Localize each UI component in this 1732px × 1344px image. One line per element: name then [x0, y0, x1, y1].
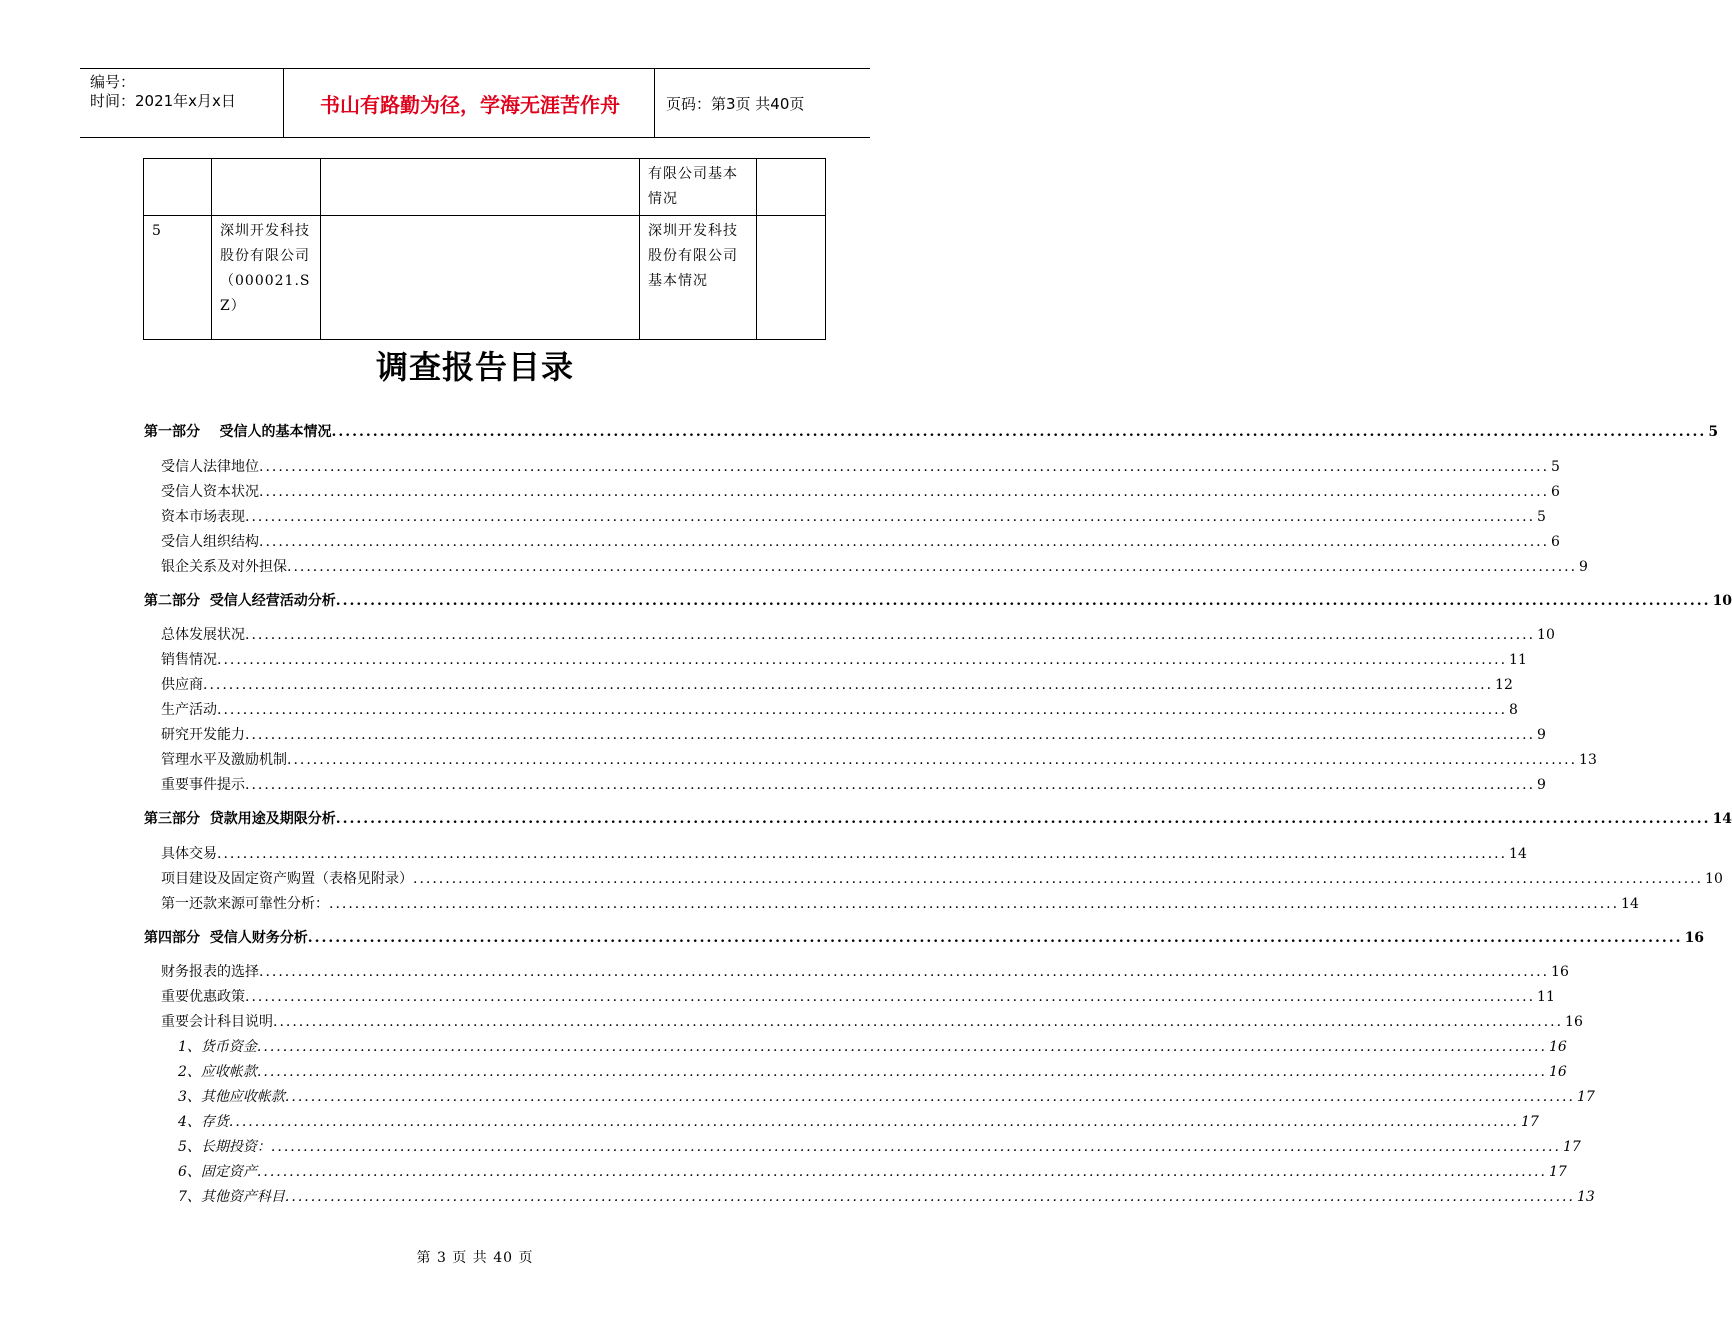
page-title: 调查报告目录: [375, 348, 574, 386]
toc-label: 研究开发能力: [161, 727, 245, 743]
toc-label: 2、应收帐款: [178, 1064, 257, 1080]
toc-entry[interactable]: [161, 507, 1546, 527]
toc-leader-dots: ........................................................................................................................................................................................................: [259, 459, 1550, 475]
toc-page-number: 16: [1548, 1064, 1567, 1080]
company-name: 深圳开发科技股份有限公司（000021.SZ）: [220, 223, 311, 314]
toc-leader-dots: ........................................................................................................................................................................................................: [273, 1014, 1564, 1030]
toc-leader-dots: ........................................................................................................................................................................................................: [335, 811, 1711, 827]
toc-leader-dots: ........................................................................................................................................................................................................: [256, 1164, 1547, 1180]
toc-section[interactable]: [144, 928, 1705, 948]
toc-entry[interactable]: [178, 1187, 1595, 1207]
toc-label: 第一部分 受信人的基本情况: [144, 424, 332, 440]
toc-leader-dots: ........................................................................................................................................................................................................: [259, 964, 1550, 980]
toc-entry[interactable]: [161, 1012, 1583, 1032]
toc-page-number: 16: [1551, 964, 1569, 980]
toc-label: 银企关系及对外担保: [161, 559, 287, 575]
toc-section[interactable]: [144, 591, 1732, 611]
toc-leader-dots: ........................................................................................................................................................................................................: [329, 896, 1620, 912]
toc-entry[interactable]: [161, 650, 1527, 670]
toc-section[interactable]: [144, 809, 1732, 829]
toc-label: 销售情况: [161, 652, 217, 668]
toc-label: 第四部分 受信人财务分析: [144, 930, 308, 946]
toc-page-number: 14: [1509, 846, 1527, 862]
table-cell: [757, 216, 826, 340]
toc-label: 6、固定资产: [178, 1164, 257, 1180]
toc-page-number: 14: [1712, 811, 1732, 827]
toc-page-number: 9: [1537, 727, 1546, 743]
toc-leader-dots: ........................................................................................................................................................................................................: [287, 559, 1578, 575]
toc-entry[interactable]: [178, 1162, 1567, 1182]
toc-leader-dots: ........................................................................................................................................................................................................: [217, 652, 1508, 668]
toc-page-number: 16: [1684, 930, 1705, 946]
toc-leader-dots: ........................................................................................................................................................................................................: [270, 1139, 1561, 1155]
table-row: [144, 216, 826, 340]
toc-leader-dots: ........................................................................................................................................................................................................: [245, 509, 1536, 525]
toc-leader-dots: ........................................................................................................................................................................................................: [331, 424, 1707, 440]
toc-label: 管理水平及激励机制: [161, 752, 287, 768]
toc-entry[interactable]: [161, 894, 1639, 914]
number-label: 编号：: [90, 73, 136, 91]
toc-page-number: 8: [1509, 702, 1518, 718]
toc-entry[interactable]: [161, 962, 1569, 982]
toc-label: 7、其他资产科目: [178, 1189, 285, 1205]
toc-leader-dots: ........................................................................................................................................................................................................: [413, 871, 1704, 887]
toc-entry[interactable]: [161, 675, 1513, 695]
table-cell: 5: [144, 216, 212, 340]
toc-page-number: 11: [1509, 652, 1527, 668]
toc-label: 4、存货: [178, 1114, 229, 1130]
toc-leader-dots: ........................................................................................................................................................................................................: [203, 677, 1494, 693]
toc-leader-dots: ........................................................................................................................................................................................................: [307, 930, 1683, 946]
toc-page-number: 16: [1548, 1039, 1567, 1055]
company-table: [143, 158, 826, 340]
toc-label: 生产活动: [161, 702, 217, 718]
toc-leader-dots: ........................................................................................................................................................................................................: [335, 593, 1711, 609]
toc-leader-dots: ........................................................................................................................................................................................................: [245, 777, 1536, 793]
toc-label: 资本市场表现: [161, 509, 245, 525]
toc-page-number: 14: [1621, 896, 1639, 912]
toc-label: 5、长期投资：: [178, 1139, 271, 1155]
toc-page-number: 11: [1537, 989, 1555, 1005]
toc-entry[interactable]: [178, 1137, 1581, 1157]
table-cell: [212, 159, 321, 216]
toc-page-number: 6: [1551, 534, 1560, 550]
toc-page-number: 16: [1565, 1014, 1583, 1030]
toc-entry[interactable]: [161, 457, 1560, 477]
toc-page-number: 17: [1520, 1114, 1539, 1130]
toc-leader-dots: ........................................................................................................................................................................................................: [284, 1189, 1575, 1205]
toc-label: 受信人资本状况: [161, 484, 259, 500]
page-header: [80, 68, 870, 138]
toc-entry[interactable]: [161, 557, 1588, 577]
toc-leader-dots: ........................................................................................................................................................................................................: [259, 534, 1550, 550]
toc-page-number: 13: [1579, 752, 1597, 768]
toc-page-number: 17: [1576, 1089, 1595, 1105]
toc-label: 第三部分 贷款用途及期限分析: [144, 811, 336, 827]
toc-leader-dots: ........................................................................................................................................................................................................: [256, 1039, 1547, 1055]
toc-entry[interactable]: [178, 1062, 1567, 1082]
toc-label: 1、货币资金: [178, 1039, 257, 1055]
page-footer: 第 3 页 共 40 页: [416, 1250, 534, 1266]
toc-page-number: 9: [1537, 777, 1546, 793]
toc-entry[interactable]: [161, 482, 1560, 502]
header-meta: [90, 73, 236, 111]
table-cell: 深圳开发科技股份有限公司基本情况: [640, 216, 757, 340]
header-page-label: 页码：第3页 共40页: [666, 95, 805, 113]
toc-page-number: 17: [1562, 1139, 1581, 1155]
toc-page-number: 10: [1537, 627, 1555, 643]
toc-label: 受信人组织结构: [161, 534, 259, 550]
toc-leader-dots: ........................................................................................................................................................................................................: [256, 1064, 1547, 1080]
table-cell: [757, 159, 826, 216]
toc-label: 第一还款来源可靠性分析：: [161, 896, 329, 912]
toc-label: 具体交易: [161, 846, 217, 862]
toc-leader-dots: ........................................................................................................................................................................................................: [228, 1114, 1519, 1130]
table-cell: [212, 216, 321, 340]
table-cell: [144, 159, 212, 216]
toc-page-number: 9: [1579, 559, 1588, 575]
table-cell: 有限公司基本情况: [640, 159, 757, 216]
toc-page-number: 5: [1551, 459, 1560, 475]
toc-label: 项目建设及固定资产购置（表格见附录）: [161, 871, 413, 887]
toc-page-number: 6: [1551, 484, 1560, 500]
toc-label: 重要事件提示: [161, 777, 245, 793]
toc-entry[interactable]: [161, 775, 1546, 795]
toc-label: 3、其他应收帐款: [178, 1089, 285, 1105]
toc-entry[interactable]: [161, 844, 1527, 864]
toc-page-number: 17: [1548, 1164, 1567, 1180]
toc-label: 受信人法律地位: [161, 459, 259, 475]
toc-label: 财务报表的选择: [161, 964, 259, 980]
toc-leader-dots: ........................................................................................................................................................................................................: [245, 727, 1536, 743]
toc-page-number: 12: [1495, 677, 1513, 693]
toc-leader-dots: ........................................................................................................................................................................................................: [245, 627, 1536, 643]
table-cell: [321, 159, 640, 216]
toc-page-number: 5: [1537, 509, 1546, 525]
toc-entry[interactable]: [161, 625, 1555, 645]
toc-entry[interactable]: [161, 987, 1555, 1007]
toc-leader-dots: ........................................................................................................................................................................................................: [287, 752, 1578, 768]
toc-entry[interactable]: [178, 1087, 1595, 1107]
toc-page-number: 10: [1705, 871, 1723, 887]
toc-leader-dots: ........................................................................................................................................................................................................: [217, 702, 1508, 718]
toc-entry[interactable]: [178, 1112, 1539, 1132]
toc-label: 重要优惠政策: [161, 989, 245, 1005]
toc-entry[interactable]: [161, 725, 1546, 745]
toc-page-number: 10: [1712, 593, 1732, 609]
table-cell: [321, 216, 640, 340]
toc-section[interactable]: [144, 422, 1719, 442]
toc-entry[interactable]: [161, 532, 1560, 552]
toc-entry[interactable]: [161, 700, 1518, 720]
toc-page-number: 13: [1576, 1189, 1595, 1205]
toc-label: 重要会计科目说明: [161, 1014, 273, 1030]
toc-entry[interactable]: [161, 750, 1597, 770]
toc-leader-dots: ........................................................................................................................................................................................................: [284, 1089, 1575, 1105]
toc-leader-dots: ........................................................................................................................................................................................................: [217, 846, 1508, 862]
toc-label: 总体发展状况: [161, 627, 245, 643]
table-row: [144, 159, 826, 216]
toc-page-number: 5: [1708, 424, 1719, 440]
toc-label: 第二部分 受信人经营活动分析: [144, 593, 336, 609]
toc-label: 供应商: [161, 677, 203, 693]
toc-leader-dots: ........................................................................................................................................................................................................: [259, 484, 1550, 500]
toc-leader-dots: ........................................................................................................................................................................................................: [245, 989, 1536, 1005]
toc-entry[interactable]: [178, 1037, 1567, 1057]
toc-entry[interactable]: [161, 869, 1723, 889]
header-motto: 书山有路勤为径，学海无涯苦作舟: [320, 92, 620, 117]
time-label: 时间：2021年x月x日: [90, 92, 236, 110]
